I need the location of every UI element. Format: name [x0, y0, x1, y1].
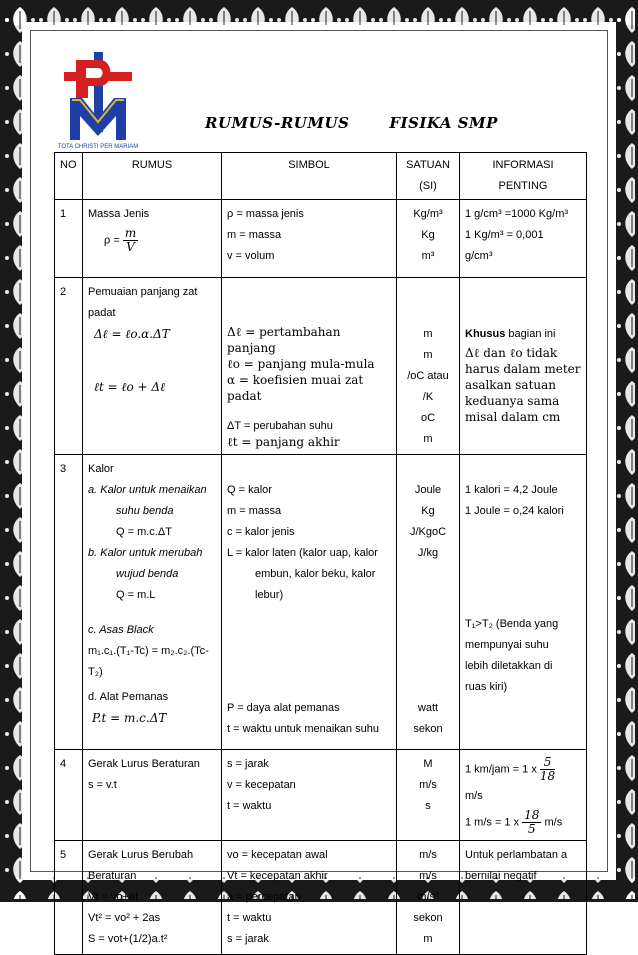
- table-row: [55, 750, 587, 841]
- row-number: 4: [55, 750, 83, 841]
- info-cell: 1 kalori = 4,2 Joule 1 Joule = o,24 kalori T₁>T₂ (Benda yang mempunyai suhu lebih diletakkan di ruas kiri): [460, 455, 587, 750]
- header-no: NO: [55, 153, 83, 200]
- row-number: 5: [55, 841, 83, 955]
- header-satuan: SATUAN (SI): [397, 153, 460, 200]
- header-simbol: SIMBOL: [222, 153, 397, 200]
- symbol-cell: vo = kecepatan awal Vt = kecepatan akhir a = percepatan t = waktu s = jarak: [222, 841, 397, 955]
- title-part-2: FISIKA SMP: [389, 114, 498, 132]
- info-cell: 1 g/cm³ =1000 Kg/m³ 1 Kg/m³ = 0,001 g/cm³: [460, 200, 587, 278]
- table-row: [55, 200, 587, 278]
- fraction: $\frac{5}{18}$: [539, 755, 556, 783]
- formula-cell: Pemuaian panjang zat padat Δℓ = ℓo.α.ΔT ℓt = ℓo + Δℓ: [83, 278, 222, 455]
- formula-table: [54, 152, 587, 955]
- page-title: [205, 114, 498, 132]
- info-cell: 1 km/jam = 1 x $\frac{5}{18}$ m/s 1 m/s = 1 x $\frac{18}{5}$ m/s: [460, 750, 587, 841]
- formula-cell: Massa Jenis ρ = $\frac{m}{V}$: [83, 200, 222, 278]
- table-header-row: [55, 153, 587, 200]
- unit-cell: Joule Kg J/KgoC J/kg watt sekon: [397, 455, 460, 750]
- unit-cell: m/s m/s m/s² sekon m: [397, 841, 460, 955]
- fraction: $\frac{m}{V}$: [124, 226, 137, 254]
- fraction: $\frac{18}{5}$: [524, 808, 540, 836]
- info-cell: Khusus bagian ini Δℓ dan ℓo tidak harus dalam meter asalkan satuan keduanya sama misal dalam cm: [460, 278, 587, 455]
- table-row: [55, 455, 587, 750]
- symbol-cell: Q = kalor m = massa c = kalor jenis L = kalor laten (kalor uap, kalor embun, kalor beku, kalor lebur) P = daya alat pemanas t = waktu untuk menaikan suhu: [222, 455, 397, 750]
- formula-cell: Gerak Lurus Berubah Beraturan Vt = vo+at Vt² = vo² + 2as S = vot+(1/2)a.t²: [83, 841, 222, 955]
- formula-cell: Kalor a. Kalor untuk menaikan suhu benda Q = m.c.ΔT b. Kalor untuk merubah wujud benda Q = m.L c. Asas Black m₁.c₁.(T₁-Tc) = m₂.c₂.(Tc-T₂) d. Alat Pemanas P.t = m.c.ΔT: [83, 455, 222, 750]
- unit-cell: m m /oC atau /K oC m: [397, 278, 460, 455]
- school-logo: [57, 52, 139, 150]
- info-cell: Untuk perlambatan a bernilai negatif: [460, 841, 587, 955]
- row-number: 1: [55, 200, 83, 278]
- symbol-cell: Δℓ = pertambahan panjang ℓo = panjang mula-mula α = koefisien muai zat padat ΔT = perubahan suhu ℓt = panjang akhir: [222, 278, 397, 455]
- header-rumus: RUMUS: [83, 153, 222, 200]
- symbol-cell: s = jarak v = kecepatan t = waktu: [222, 750, 397, 841]
- svg-text:TOTA CHRISTI PER MARIAM: TOTA CHRISTI PER MARIAM: [57, 144, 139, 150]
- symbol-cell: ρ = massa jenis m = massa v = volum: [222, 200, 397, 278]
- row-number: 2: [55, 278, 83, 455]
- row-number: 3: [55, 455, 83, 750]
- header-informasi: INFORMASI PENTING: [460, 153, 587, 200]
- unit-cell: Kg/m³ Kg m³: [397, 200, 460, 278]
- table-row: [55, 278, 587, 455]
- formula-cell: Gerak Lurus Beraturan s = v.t: [83, 750, 222, 841]
- unit-cell: M m/s s: [397, 750, 460, 841]
- table-row: [55, 841, 587, 955]
- title-part-1: RUMUS-RUMUS: [205, 114, 350, 132]
